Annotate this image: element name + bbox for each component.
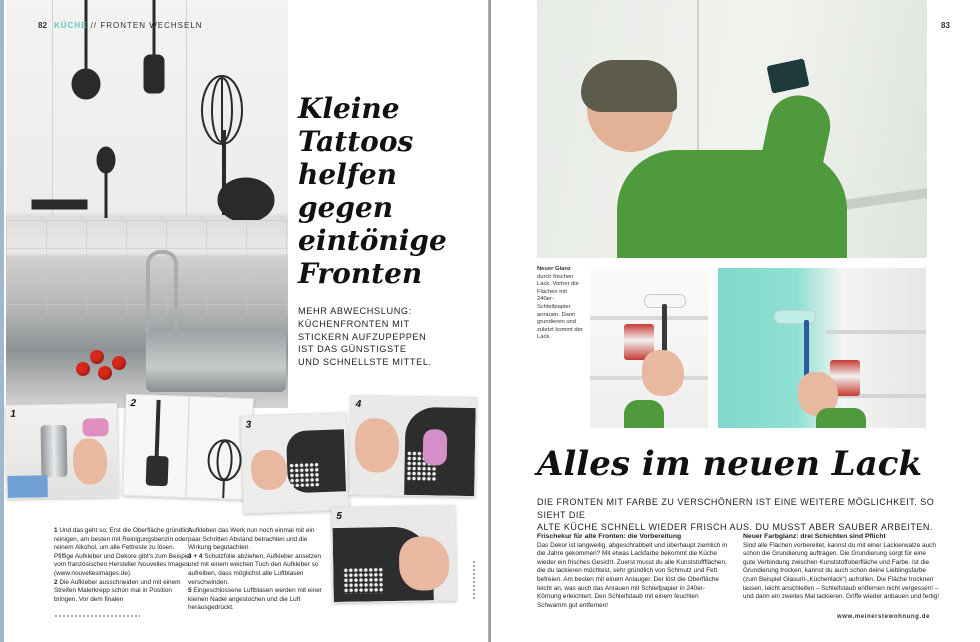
- intro-line: STICKERN AUFZUPEPPEN: [298, 331, 427, 342]
- body-text: Sind alle Flächen vorbereitet, kannst du mit einer Lackierwalze auch schon die Grundierung auftragen. Die Grundierung sorgt für eine gute Verbindung zwischen Kunststoffoberfläche und Farbe. Ist die Grundierung trocken, kannst du auch schon deine Lieblingsfarbe (zum Beispiel Glasurit-„Küchenlack“) aufrollen. Die Fläche trocknen lassen, leicht anschleifen – Schleifstaub entfernen nicht vergessen! – und dann ein zweites Mal lackieren. Griffe wieder anbauen und fertig!: [743, 541, 939, 601]
- cap: [581, 60, 677, 112]
- body-text: Die Aufkleber ausschneiden und mit einem Streifen Malerkrepp schon mal in Position bringen. Vor dem finalen: [54, 578, 181, 603]
- mint-lacquer-photo: [718, 268, 926, 428]
- intro-line: UND SCHNELLSTE MITTEL.: [298, 357, 432, 368]
- faucet: [146, 250, 178, 334]
- headline-line: eintönige: [298, 224, 447, 257]
- headline-line: helfen: [298, 158, 398, 191]
- page-number: 82: [38, 21, 47, 30]
- website-url[interactable]: www.meinerstewohnung.de: [837, 614, 930, 620]
- right-page: [491, 0, 980, 642]
- step-number: 3: [245, 419, 252, 431]
- step-photo-1: [5, 403, 119, 499]
- intro-line: MEHR ABWECHSLUNG:: [298, 306, 412, 316]
- dotted-divider: [54, 614, 140, 618]
- hand: [73, 438, 108, 485]
- dotted-divider: [472, 560, 476, 600]
- tomato: [76, 362, 90, 376]
- green-sleeve: [816, 408, 866, 428]
- subheadline: [537, 496, 937, 534]
- step-photo-5: [331, 505, 457, 603]
- body-text: Aufkleben das Werk nun noch einmal mit ein paar Schritten Abstand betrachten und die Wirkung begutachten.: [188, 527, 315, 552]
- body-text: Das Dekor ist langweilig, abgeschrabbelt und überhaupt ziemlich in die Jahre gekommen? Mit etwas Lackfarbe bekommt die Küche wieder ein frisches Gesicht. Zuerst musst du alle Kunststoffflächen, die du lackieren möchtest, sehr gründlich von Schmutz und Fett befreien. Am besten mit einem Anlauger. Der löst die Oberfläche leicht an, was auch das Anrauen mit Schleifpapier in 240er-Körnung erleichtert. Den Schleifstaub mit einem feuchten Schwamm gut entfernen!: [537, 541, 728, 609]
- body-text: Und das geht so: Erst die Oberfläche gründlich reinigen, am besten mit Reinigungsbenzin oder reinem Alkohol, um alle Fettreste zu lösen. Pfiffige Aufkleber und Dekore gibt's zum Beispiel vom französischen Hersteller Nouvelles Images (www.nouvellesimages.de).: [54, 527, 192, 577]
- subhead-line: ALTE KÜCHE SCHNELL WIEDER FRISCH AUS. DU MUSST ABER SAUBER ARBEITEN.: [537, 522, 933, 532]
- utensil-stickers: [6, 0, 288, 220]
- whisk-sticker: [203, 438, 245, 499]
- pink-cloth: [423, 429, 448, 465]
- hand: [642, 350, 684, 396]
- turner-sticker: [146, 456, 169, 487]
- caption-text: durch frischen Lack. Vorher die Flächen mit 240er-Schleifpapier anrauen. Dann grundieren und zuletzt kommt der Lack.: [537, 273, 583, 341]
- sticker-dots: [289, 462, 320, 487]
- section-title: // FRONTEN WECHSELN: [87, 21, 203, 30]
- headline: Alles im neuen Lack: [537, 444, 923, 484]
- step-number: 5: [336, 510, 342, 522]
- tomato: [112, 356, 126, 370]
- intro-text: [298, 305, 478, 369]
- step-photo-2: [122, 394, 253, 500]
- painting-woman-photo: [537, 0, 927, 258]
- step-ref: 1: [54, 527, 58, 534]
- step-ref: 3 + 4: [188, 552, 203, 560]
- sleeve: [7, 475, 47, 498]
- headline-line: gegen: [298, 191, 394, 224]
- right-column-1: [537, 533, 729, 610]
- page-number: 83: [941, 21, 950, 30]
- step-photo-4: [349, 395, 477, 497]
- sink: [146, 330, 286, 392]
- left-column-2: [188, 527, 324, 613]
- hand: [355, 418, 400, 473]
- primer-cabinet-photo: [590, 268, 708, 428]
- left-column-1: [54, 527, 192, 604]
- body-text: Schutzfolie abziehen, Aufkleber ansetzen und mit einem weichen Tuch den Aufkleber so aufreiben, dass möglichst alle Luftblasen verschwinden.: [188, 552, 322, 586]
- running-header: [54, 21, 203, 30]
- body-text: Eingeschlossene Luftblasen werden mit einer kleinen Nadel angestochen und die Luft herausgedrückt.: [188, 587, 322, 612]
- page-edge: [0, 0, 4, 642]
- column-heading: Neuer Farbglanz: drei Schichten sind Pflicht: [743, 533, 886, 540]
- step-number: 4: [355, 398, 362, 411]
- step-photo-3: [240, 412, 349, 514]
- cabinet-shelf: [590, 316, 708, 320]
- pink-cloth: [82, 418, 108, 436]
- hand: [251, 449, 288, 490]
- paint-roller: [774, 310, 816, 324]
- tomato: [98, 366, 112, 380]
- cleaner-bottle: [41, 425, 68, 477]
- headline: [298, 92, 484, 290]
- tomato: [90, 350, 104, 364]
- headline-line: Fronten: [298, 257, 423, 290]
- photo-caption: [537, 266, 585, 342]
- section-accent: KÜCHE: [54, 21, 88, 30]
- subhead-line: DIE FRONTEN MIT FARBE ZU VERSCHÖNERN IST EINE WEITERE MÖGLICHKEIT. SO SIEHT DIE: [537, 497, 935, 520]
- green-sleeve: [624, 400, 664, 428]
- step-number: 1: [10, 408, 17, 420]
- step-ref: 5: [188, 587, 192, 595]
- headline-line: Tattoos: [298, 125, 414, 158]
- intro-line: IST DAS GÜNSTIGSTE: [298, 344, 407, 355]
- headline-line: Kleine: [298, 92, 400, 125]
- intro-line: KÜCHENFRONTEN MIT: [298, 318, 410, 329]
- right-column-2: [743, 533, 939, 602]
- sticker-dots: [343, 567, 383, 594]
- step-ref: 2: [54, 578, 58, 586]
- sanding-sponge: [767, 58, 810, 93]
- hand: [399, 536, 450, 591]
- step-number: 2: [130, 397, 137, 410]
- cabinet-shelf: [826, 330, 926, 334]
- column-heading: Frischekur für alte Fronten: die Vorbereitung: [537, 533, 682, 540]
- caption-title: Neuer Glanz: [537, 266, 571, 272]
- kitchen-photo: [6, 0, 288, 408]
